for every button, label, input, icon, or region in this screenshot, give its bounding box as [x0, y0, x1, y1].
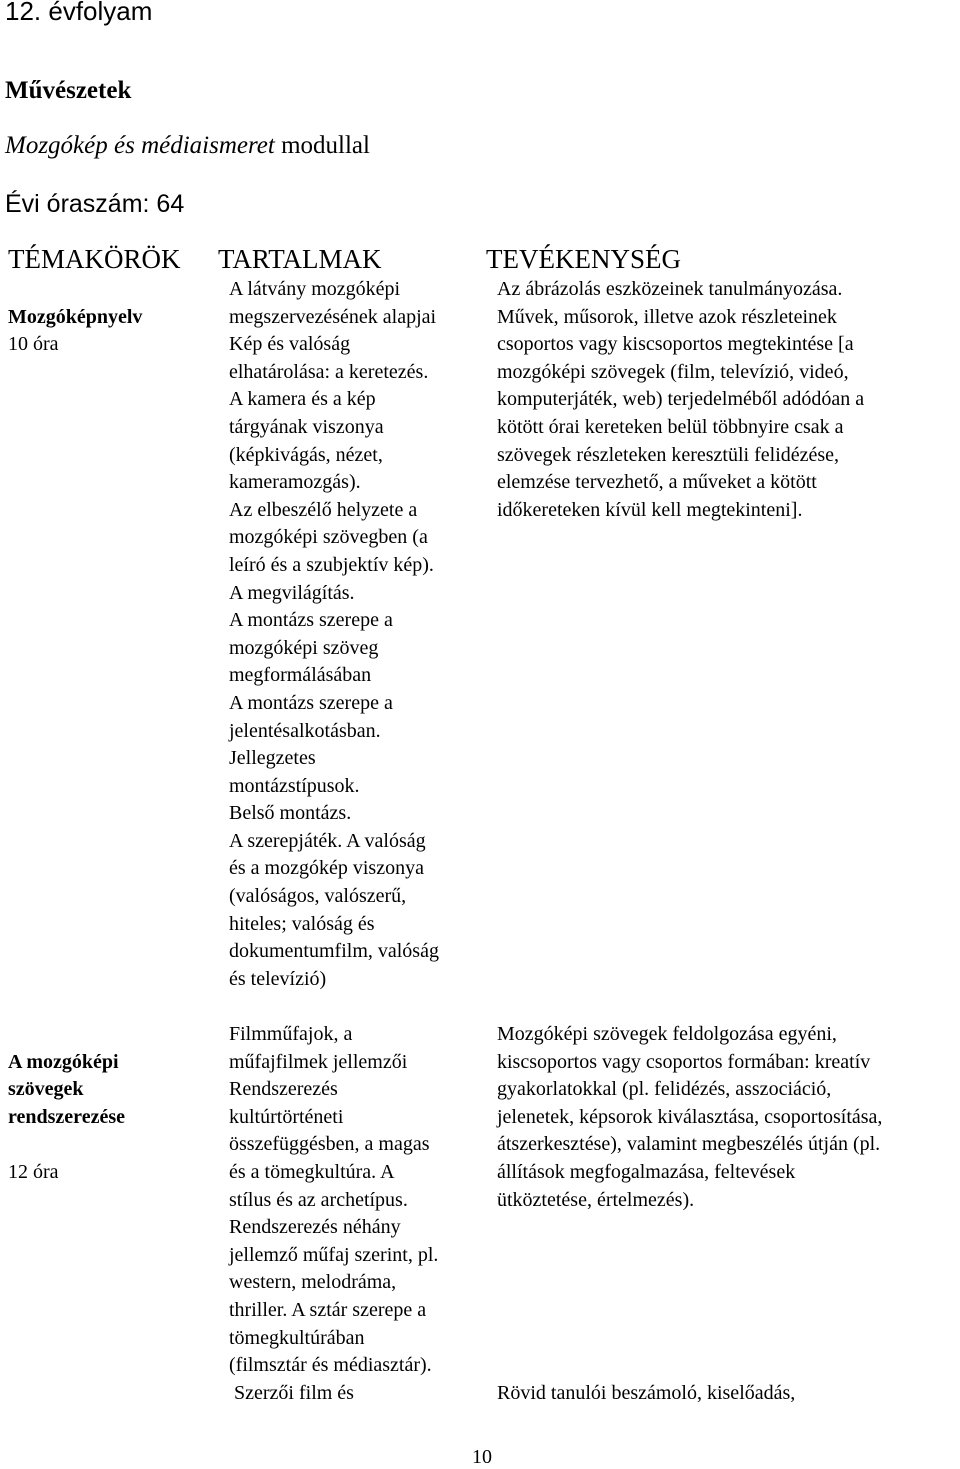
- activity-cell: Mozgóképi szövegek feldolgozása egyéni, kiscsoportos vagy csoportos formában: kreatív gyakorlatokkal (pl. felidézés, asszociáció, jelenetek, képsorok kiválasztása, csoportosítása, átszerkesztése), valamint megbeszélés útján (pl. állítások megfogalmazása, feltevések ütköztetése, értelmezés).: [497, 1023, 883, 1211]
- topic-cell: [8, 1021, 125, 1214]
- module-title: Mozgókép és médiaismeret: [5, 132, 275, 159]
- topic-title: A mozgóképi szövegek rendszerezése: [8, 1050, 125, 1128]
- topic-title: Mozgóképnyelv: [8, 305, 143, 328]
- module-heading: [5, 131, 370, 161]
- module-suffix: modullal: [274, 132, 370, 159]
- topic-hours: 12 óra: [8, 1160, 59, 1183]
- page-number: 10: [472, 1446, 492, 1468]
- column-header-topics: TÉMAKÖRÖK: [8, 244, 181, 274]
- activity-cell: Az ábrázolás eszközeinek tanulmányozása. Művek, műsorok, illetve azok részleteinek csoportos vagy kiscsoportos megtekintése [a mozgóképi szövegek (film, televízió, videó, komputerjáték, web) terjedelméből adódóan a kötött órai kereteken belül többnyire csak a szövegek részleteken keresztüli felidézése, elemzése tervezhető, a műveket a kötött időkereteken kívül kell megtekinteni].: [497, 278, 865, 521]
- content-cell: Filmműfajok, a műfajfilmek jellemzői Rendszerezés kultúrtörténeti összefüggésben, a magas és a tömegkultúra. A stílus és az archetípus. Rendszerezés néhány jellemző műfaj szerint, pl. western, melodráma, thriller. A sztár szerepe a tömegkultúrában (filmsztár és médiasztár).: [229, 1023, 439, 1377]
- subject-heading: Művészetek: [5, 77, 132, 104]
- content-cell: A látvány mozgóképi megszervezésének alapjai Kép és valóság elhatárolása: a keretezés. A kamera és a kép tárgyának viszonya (képkivágás, nézet, kameramozgás). Az elbeszélő helyzete a mozgóképi szövegben (a leíró és a szubjektív kép). A megvilágítás. A montázs szerepe a mozgóképi szöveg megformálásában A montázs szerepe a jelentésalkotásban. Jellegzetes montázstípusok. Belső montázs. A szerepjáték. A valóság és a mozgókép viszonya (valóságos, valószerű, hiteles; valóság és dokumentumfilm, valóság és televízió): [229, 278, 439, 990]
- grade-heading: 12. évfolyam: [5, 0, 153, 26]
- column-header-contents: TARTALMAK: [218, 244, 382, 274]
- annual-hours: Évi óraszám: 64: [5, 190, 185, 218]
- activity-cell: Rövid tanulói beszámoló, kiselőadás,: [497, 1382, 796, 1404]
- topic-cell: [8, 276, 142, 386]
- column-header-activity: TEVÉKENYSÉG: [486, 244, 681, 274]
- content-cell: Szerzői film és: [229, 1382, 354, 1404]
- topic-hours: 10 óra: [8, 333, 59, 356]
